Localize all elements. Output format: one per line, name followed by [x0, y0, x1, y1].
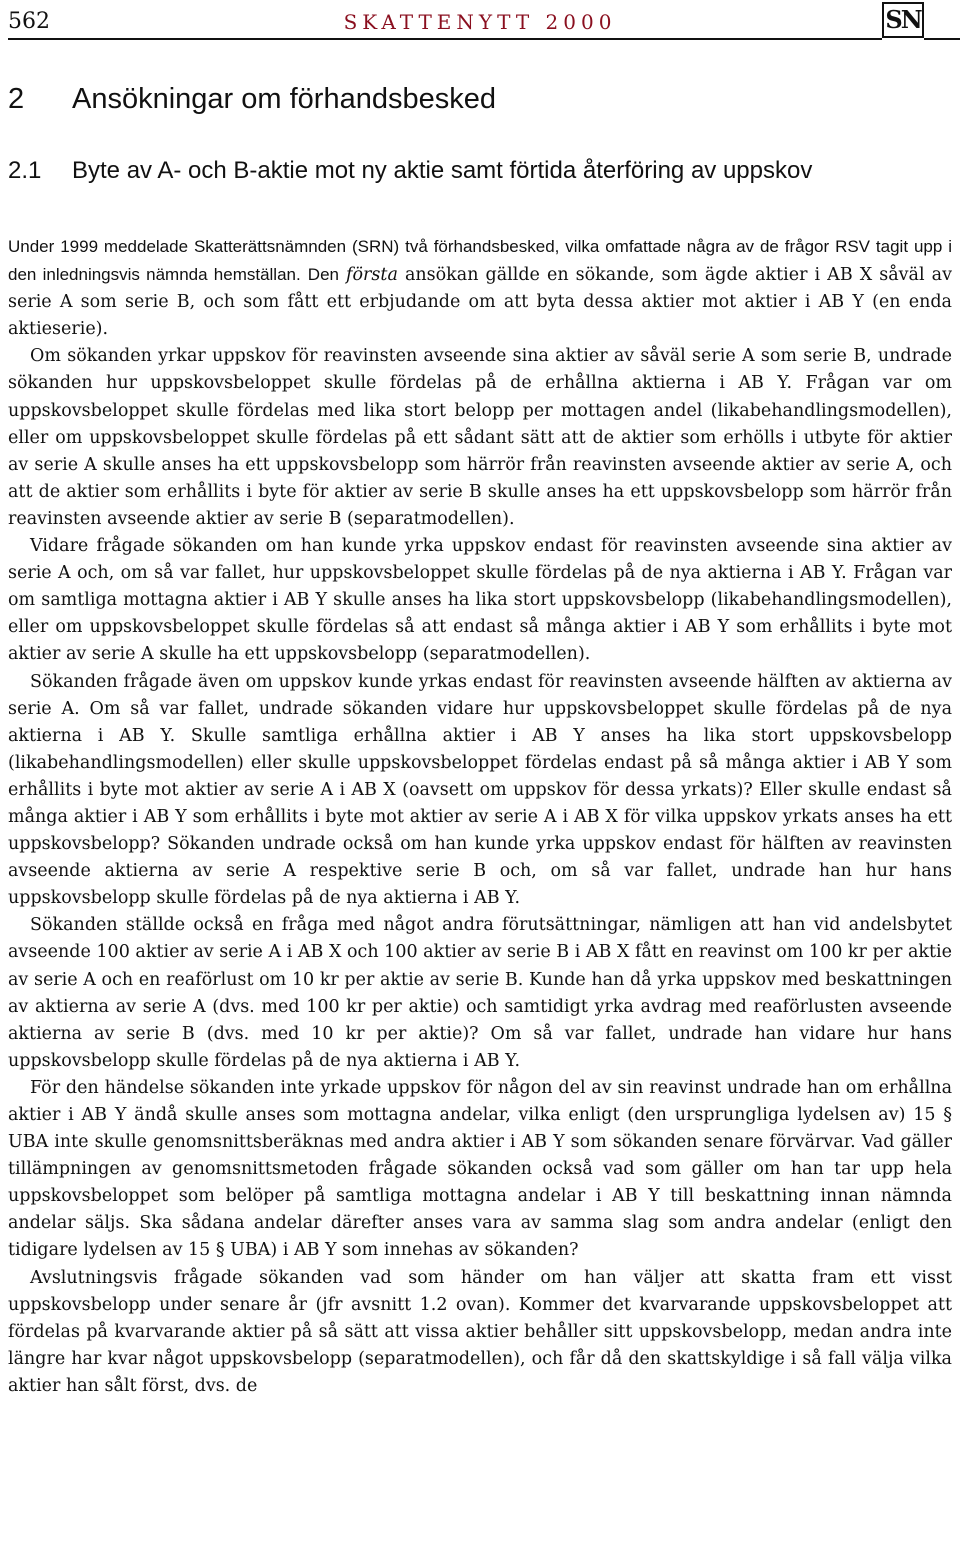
paragraph-1-den: Den — [307, 265, 339, 285]
section-number: 2 — [8, 83, 25, 115]
section-title: Ansökningar om förhandsbesked — [72, 83, 496, 115]
page-number: 562 — [8, 9, 50, 34]
paragraph-5: Sökanden ställde också en fråga med något andra förutsättningar, nämligen att han vid andelsbytet avseende 100 aktier av serie A i AB X och 100 aktier av serie B i AB X fått en reavinst om 100 kr per aktie av serie A och en reaförlust om 10 kr per aktie av serie B. Kunde han då yrka uppskov med beskattningen av aktierna av serie A (dvs. med 100 kr per aktie) och samtidigt yrka avdrag med reaförlusten avseende aktierna av serie B (dvs. med 10 kr per aktie)? Om så var fallet, undrade han vidare hur hans uppskovsbelopp skulle fördelas på de nya aktierna i AB Y. — [8, 915, 952, 1071]
paragraph-1 — [8, 233, 952, 343]
paragraph-1-emphasis: första — [346, 265, 398, 286]
paragraph-2: Om sökanden yrkar uppskov för reavinsten avseende sina aktier av såväl serie A som serie B, undrade sökanden hur uppskovsbeloppet skulle fördelas på de erhållna aktierna i AB Y. Frågan var om uppskovsbeloppet skulle fördelas med lika stort belopp per mottagen andel (likabehandlingsmodellen), eller om uppskovsbeloppet skulle fördelas på ett sådant sätt att de aktier som erhölls i utbyte för aktier av serie A skulle anses ha ett uppskovsbelopp som härrör från reavinsten avseende aktier av serie A, och att de aktier som erhållits i byte för aktier av serie B skulle anses ha ett uppskovsbelopp som härrör från reavinsten avseende aktier av serie B (separatmodellen). — [8, 346, 952, 529]
subsection-number: 2.1 — [8, 157, 42, 184]
subsection-title: Byte av A- och B-aktie mot ny aktie samt förtida återföring av uppskov — [72, 157, 813, 184]
journal-title: SKATTENYTT 2000 — [343, 10, 617, 34]
paragraph-1-sentence: Under 1999 meddelade Skatterättsnämnden (SRN) två förhandsbesked, vilka omfattade några av de frågor RSV tagit upp i den inledningsvis nämnda hemställan. — [8, 237, 952, 285]
paragraph-4: Sökanden frågade även om uppskov kunde yrkas endast för reavinsten avseende hälften av aktierna av serie A. Om så var fallet, undrade sökanden vidare hur uppskovsbeloppet skulle fördelas på de nya aktierna i AB Y. Skulle samtliga erhållna aktier i AB Y anses ha lika stort uppskovsbelopp (likabehandlingsmodellen) eller skulle uppskovsbeloppet fördelas endast på så många aktier i AB Y som erhållits i byte mot aktier av serie A i AB X (oavsett om uppskov för dessa yrkats)? Eller skulle endast så många aktier i AB Y som erhållits i byte mot aktier av serie A i AB X för vilka uppskov yrkats anses ha ett uppskovsbelopp? Sökanden undrade också om han kunde yrka uppskov endast för hälften av reavinsten avseende aktierna av serie A respektive serie B och, om så var fallet, undrade han hur hans uppskovsbelopp skulle fördelas på de nya aktierna i AB Y. — [8, 671, 952, 909]
paragraph-7: Avslutningsvis frågade sökanden vad som händer om han väljer att skatta fram ett visst uppskovsbelopp under senare år (jfr avsnitt 1.2 ovan). Kommer det kvarvarande uppskovsbeloppet att fördelas på kvarvarande aktier på så sätt att vissa aktier behåller sitt uppskovsbelopp, medan andra inte längre har kvar något uppskovsbelopp (separatmodellen), och får då den skattskyldige i så fall välja vilka aktier han sålt först, dvs. de — [8, 1267, 952, 1396]
body-text — [8, 233, 952, 1400]
subsection-heading — [8, 154, 948, 187]
paragraph-6: För den händelse sökanden inte yrkade uppskov för någon del av sin reavinst undrade han om erhållna aktier i AB Y ändå skulle anses som mottagna andelar, vilka enligt (den ursprungliga lydelsen av) 15 § UBA inte skulle genomsnittsberäknas med andra aktier i AB Y som sökanden senare förvärvar. Vad gäller tillämpningen av genomsnittsmetoden frågade sökanden också vad som gäller om han tar upp hela uppskovsbeloppet som belöper på samtliga mottagna andelar i AB Y till beskattning innan nämnda andelar säljs. Ska sådana andelar därefter anses vara av samma slag som andra andelar (enligt den tidigare lydelsen av 15 § UBA) i AB Y som innehas av sökanden? — [8, 1077, 952, 1261]
journal-logo: SN — [882, 2, 924, 38]
header-rule — [8, 38, 882, 40]
header-rule-right — [924, 38, 960, 40]
paragraph-3: Vidare frågade sökanden om han kunde yrka uppskov endast för reavinsten avseende sina aktier av serie A och, om så var fallet, hur uppskovsbeloppet skulle fördelas på de nya aktierna i AB Y. Frågan var om samtliga mottagna aktier i AB Y skulle anses ha lika stort uppskovsbelopp (likabehandlingsmodellen), eller om uppskovsbeloppet skulle fördelas så att endast så många aktier i AB Y som erhållits i byte mot aktier av serie A skulle ha ett uppskovsbelopp (separatmodellen). — [8, 536, 952, 665]
section-heading — [8, 80, 948, 118]
paragraph-1-rest: ansökan gällde en sökande, som ägde aktier i AB X såväl av serie A som serie B, och som fått ett erbjudande om att byta dessa aktier mot aktier i AB Y (en enda aktieserie). — [8, 265, 952, 340]
